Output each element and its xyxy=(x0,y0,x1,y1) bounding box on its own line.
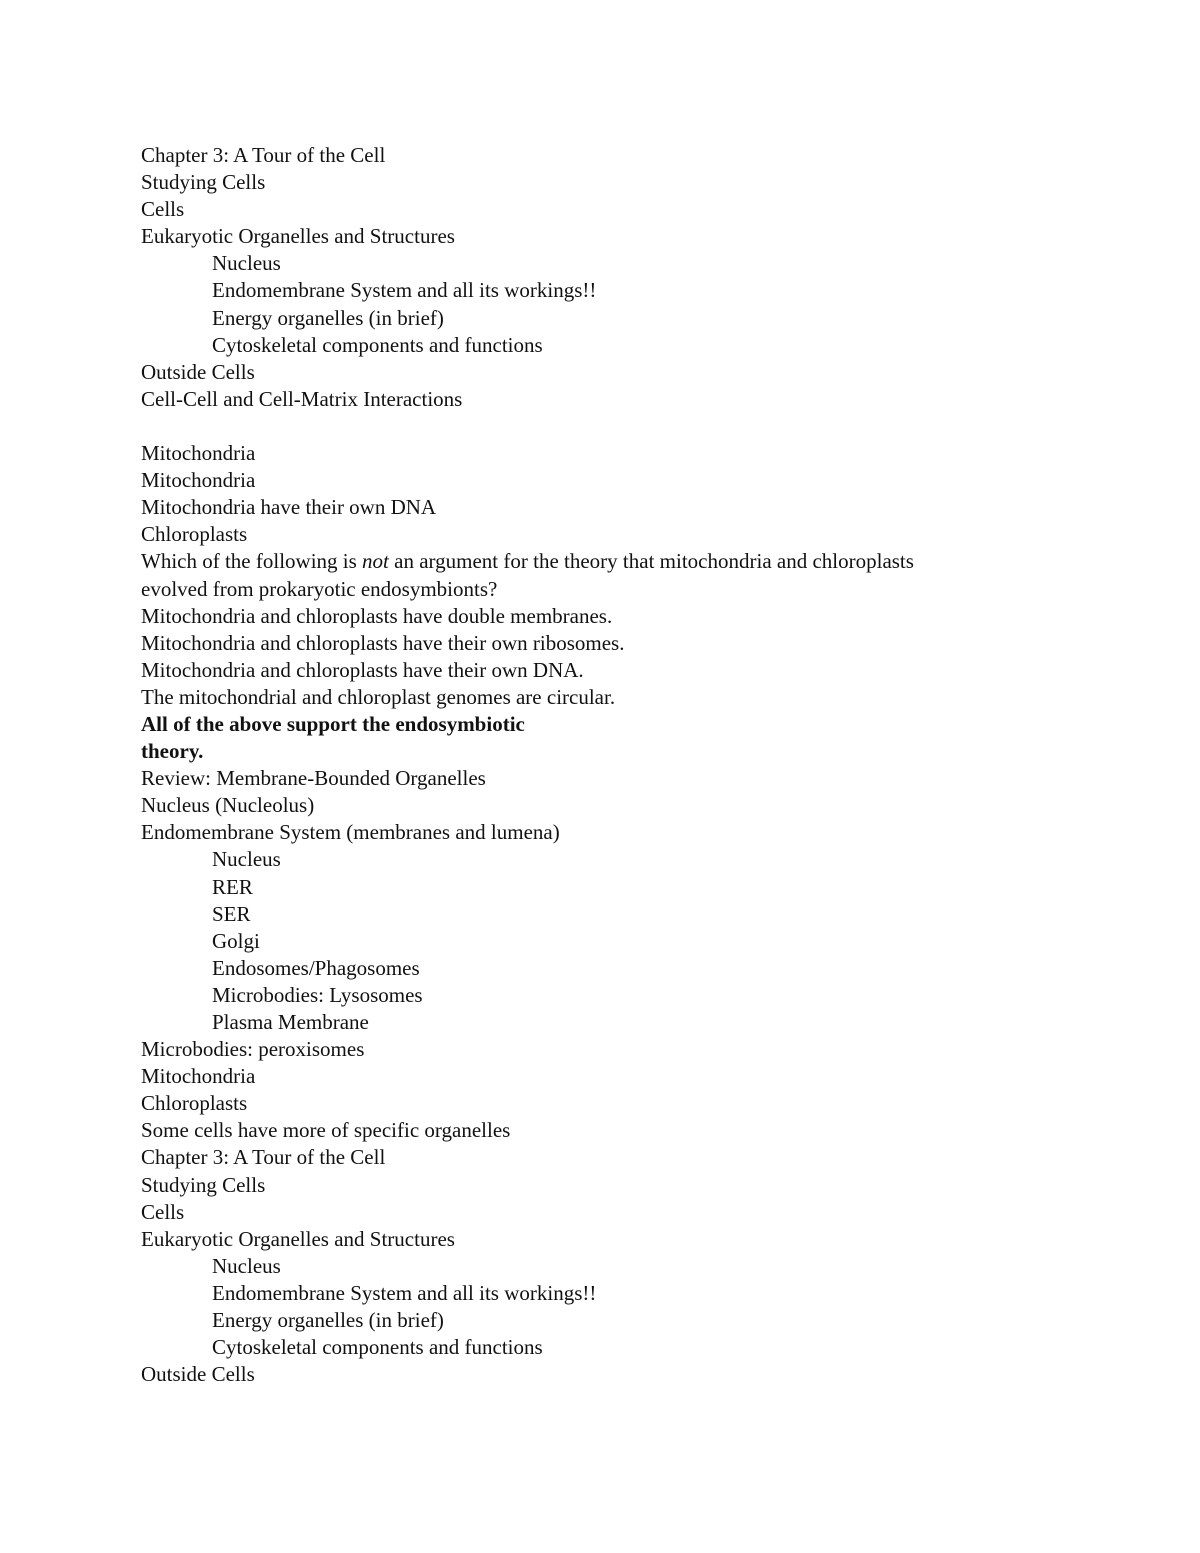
indented-item: Endomembrane System and all its workings!! xyxy=(212,1280,597,1305)
indented-item: Plasma Membrane xyxy=(212,1010,369,1034)
text-line: Cell-Cell and Cell-Matrix Interactions xyxy=(141,386,463,411)
indented-item: Cytoskeletal components and functions xyxy=(212,1335,543,1360)
text-line: Chloroplasts xyxy=(141,522,248,547)
text-line: Chloroplasts xyxy=(141,1091,248,1116)
indented-item: Microbodies: Lysosomes xyxy=(212,982,423,1007)
chapter-title: Chapter 3: A Tour of the Cell xyxy=(141,143,386,167)
text-line: Studying Cells xyxy=(141,1172,266,1197)
question-emphasis: not xyxy=(362,549,389,574)
text-line: Mitochondria xyxy=(141,441,256,466)
indented-item: Nucleus xyxy=(212,1253,281,1278)
text-line: Studying Cells xyxy=(141,170,266,195)
correct-answer: theory. xyxy=(141,739,204,764)
question-continuation: evolved from prokaryotic endosymbionts? xyxy=(141,576,498,601)
text-line: Nucleus (Nucleolus) xyxy=(141,793,315,818)
correct-answer: All of the above support the endosymbiotic xyxy=(141,711,525,736)
answer-option: Mitochondria and chloroplasts have their own ribosomes. xyxy=(141,630,625,655)
text-line: Mitochondria xyxy=(141,468,256,493)
text-line: Endomembrane System (membranes and lumena) xyxy=(141,820,560,845)
text-line: Mitochondria have their own DNA xyxy=(141,495,437,520)
indented-item: Energy organelles (in brief) xyxy=(212,1308,444,1333)
question-line xyxy=(141,548,1041,575)
indented-item: SER xyxy=(212,901,251,926)
indented-item: Nucleus xyxy=(212,847,281,872)
document-body xyxy=(141,142,1041,1388)
answer-option: The mitochondrial and chloroplast genomes are circular. xyxy=(141,684,616,709)
text-line: Microbodies: peroxisomes xyxy=(141,1037,365,1062)
text-line: Outside Cells xyxy=(141,1362,255,1387)
indented-item: Cytoskeletal components and functions xyxy=(212,332,543,357)
indented-item: Endomembrane System and all its workings!! xyxy=(212,278,597,303)
chapter-title: Chapter 3: A Tour of the Cell xyxy=(141,1145,386,1170)
answer-option: Mitochondria and chloroplasts have their own DNA. xyxy=(141,657,584,682)
text-line: Review: Membrane-Bounded Organelles xyxy=(141,766,486,791)
text-line: Mitochondria xyxy=(141,1064,256,1089)
indented-item: RER xyxy=(212,874,253,899)
text-line: Some cells have more of specific organelles xyxy=(141,1118,511,1143)
text-line: Outside Cells xyxy=(141,359,255,384)
text-line: Eukaryotic Organelles and Structures xyxy=(141,224,455,249)
question-text: Which of the following is xyxy=(141,549,363,574)
question-text: an argument for the theory that mitochondria and chloroplasts xyxy=(388,549,914,574)
indented-item: Nucleus xyxy=(212,251,281,276)
indented-item: Energy organelles (in brief) xyxy=(212,305,444,330)
blank-line xyxy=(141,413,1041,440)
text-line: Eukaryotic Organelles and Structures xyxy=(141,1226,455,1251)
indented-item: Golgi xyxy=(212,928,260,953)
text-line: Cells xyxy=(141,1199,185,1224)
text-line: Cells xyxy=(141,197,185,222)
indented-item: Endosomes/Phagosomes xyxy=(212,955,420,980)
answer-option: Mitochondria and chloroplasts have double membranes. xyxy=(141,603,613,628)
